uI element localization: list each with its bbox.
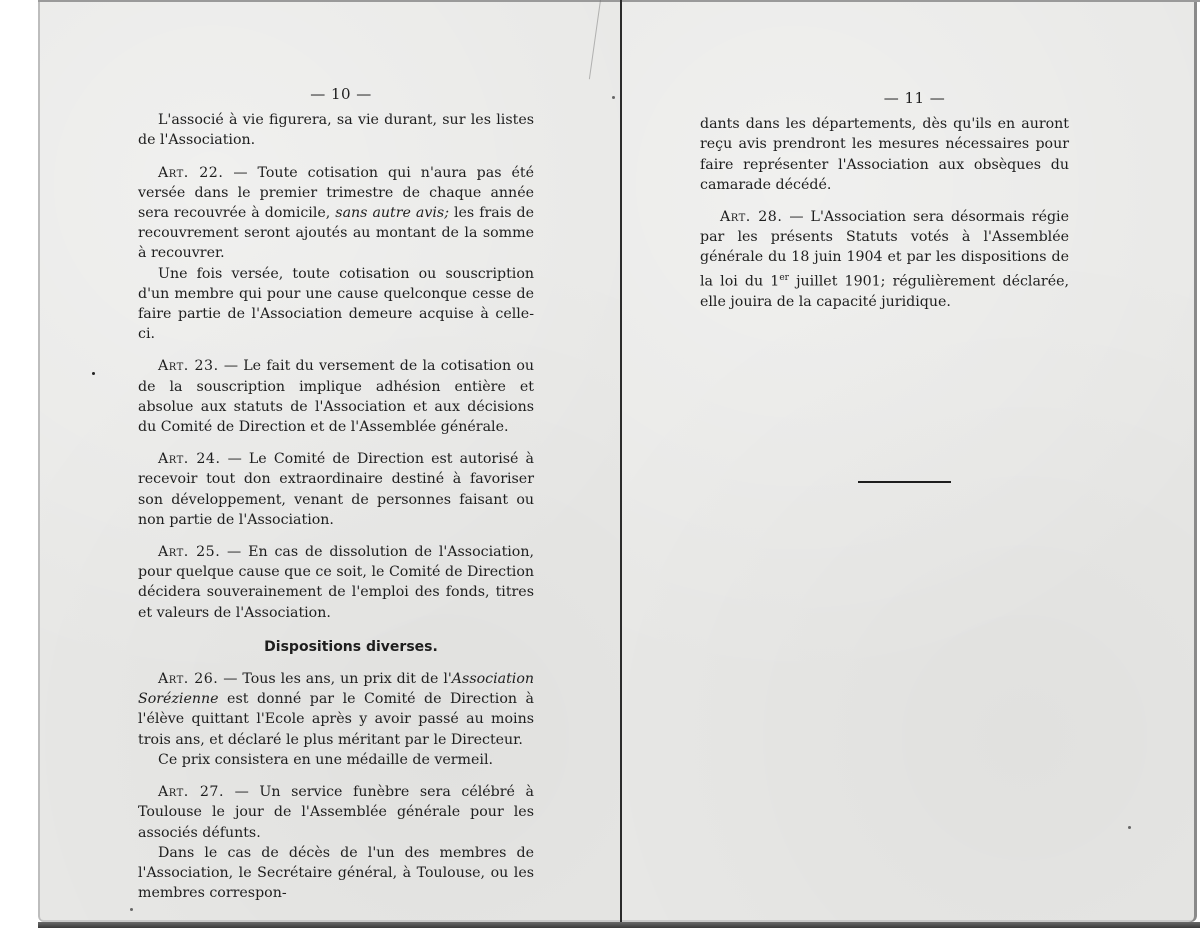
paragraph-text: est donné par le Comité de Direction à l'élève quittant l'Ecole après y avoir passé au moins trois ans, et déclaré le plus méritant par le Directeur. [138, 691, 534, 748]
bottom-shadow [38, 922, 1200, 928]
paragraph-text: Le Comité de Direction est autorisé à recevoir tout don extraordinaire destiné à favoriser son développement, venant de personnes faisant ou non partie de l'Association. [138, 451, 534, 528]
book-spine [620, 0, 622, 922]
paragraph [138, 843, 534, 904]
paragraph [138, 750, 534, 770]
paper-speck [612, 96, 615, 99]
paragraph-text: Une fois versée, toute cotisation ou souscription d'un membre qui pour une cause quelconque cesse de faire partie de l'Association demeure acquise à celle-ci. [138, 265, 534, 343]
paragraph-text: En cas de dissolution de l'Association, pour quelque cause que ce soit, le Comité de Direction décidera souverainement de l'emploi des fonds, titres et valeurs de l'Association. [138, 544, 534, 621]
dash: — [220, 451, 249, 468]
paragraph [700, 114, 1069, 195]
paper-speck [130, 908, 133, 911]
paragraph-text: Le fait du versement de la cotisation ou de la souscription implique adhésion entière et absolue aux statuts de l'Association et aux décisions du Comité de Direction et de l'Assemblée générale. [138, 358, 534, 436]
paper-speck [1128, 826, 1131, 829]
dash: — [218, 671, 243, 688]
paragraph-text: L'associé à vie figurera, sa vie durant, sur les listes de l'Association. [138, 112, 534, 149]
section-heading: Dispositions diverses. [264, 638, 438, 655]
paragraph [138, 264, 534, 345]
article-label: Art. 25. [158, 544, 221, 561]
article-23 [138, 356, 534, 437]
end-rule [858, 481, 951, 483]
paragraph-text: dants dans les départements, dès qu'ils en auront reçu avis prendront les mesures nécessaires pour faire représenter l'Association aux obsèques du camarade décédé. [700, 116, 1069, 193]
dash: — [218, 358, 244, 375]
paragraph-text: les frais de recouvrement seront ajoutés au montant de la somme à recouvrer. [138, 205, 534, 262]
right-page-text [700, 88, 1069, 312]
paragraph-text: Tous les ans, un prix dit de l' [242, 671, 452, 688]
dash: — [223, 164, 258, 181]
top-page-edge [38, 0, 1200, 2]
page-number: — 10 — [310, 85, 372, 103]
dash: — [223, 784, 260, 801]
article-label: Art. 28. [720, 209, 783, 226]
paragraph [138, 110, 534, 150]
page-number: — 11 — [883, 89, 946, 107]
ink-spot [92, 372, 95, 375]
article-26 [138, 669, 534, 750]
paragraph-text: Un service funèbre sera célébré à Toulouse le jour de l'Assemblée générale pour les associés défunts. [138, 784, 534, 841]
paragraph-text: L'Association sera désormais régie par les présents Statuts votés à l'Assemblée générale du 18 juin 1904 et par les dispositions de la loi du 1 [700, 209, 1069, 290]
article-label: Art. 26. [158, 671, 219, 688]
paragraph-text: Ce prix consistera en une médaille de vermeil. [158, 751, 493, 768]
article-label: Art. 24. [158, 451, 221, 468]
article-label: Art. 23. [158, 358, 219, 375]
article-27 [138, 782, 534, 843]
italic-text: Association Sorézienne [138, 671, 535, 708]
paragraph-text: Toute cotisation qui n'aura pas été versée dans le premier trimestre de chaque année sera recouvrée à domicile, [138, 164, 534, 222]
article-label: Art. 27. [158, 784, 224, 801]
paragraph-text: juillet 1901; régulièrement déclarée, elle jouira de la capacité juridique. [700, 273, 1069, 310]
article-25 [138, 542, 534, 623]
article-24 [138, 449, 534, 530]
dash: — [782, 209, 811, 226]
article-22 [138, 163, 534, 264]
dash: — [220, 544, 249, 561]
superscript: er [779, 272, 789, 283]
paragraph-text: Dans le cas de décès de l'un des membres de l'Association, le Secrétaire général, à Toulouse, ou les membres correspon- [138, 844, 534, 902]
article-28 [700, 207, 1069, 312]
left-page-text [138, 84, 534, 903]
article-label: Art. 22. [158, 164, 224, 181]
italic-text: sans autre avis; [335, 205, 449, 222]
